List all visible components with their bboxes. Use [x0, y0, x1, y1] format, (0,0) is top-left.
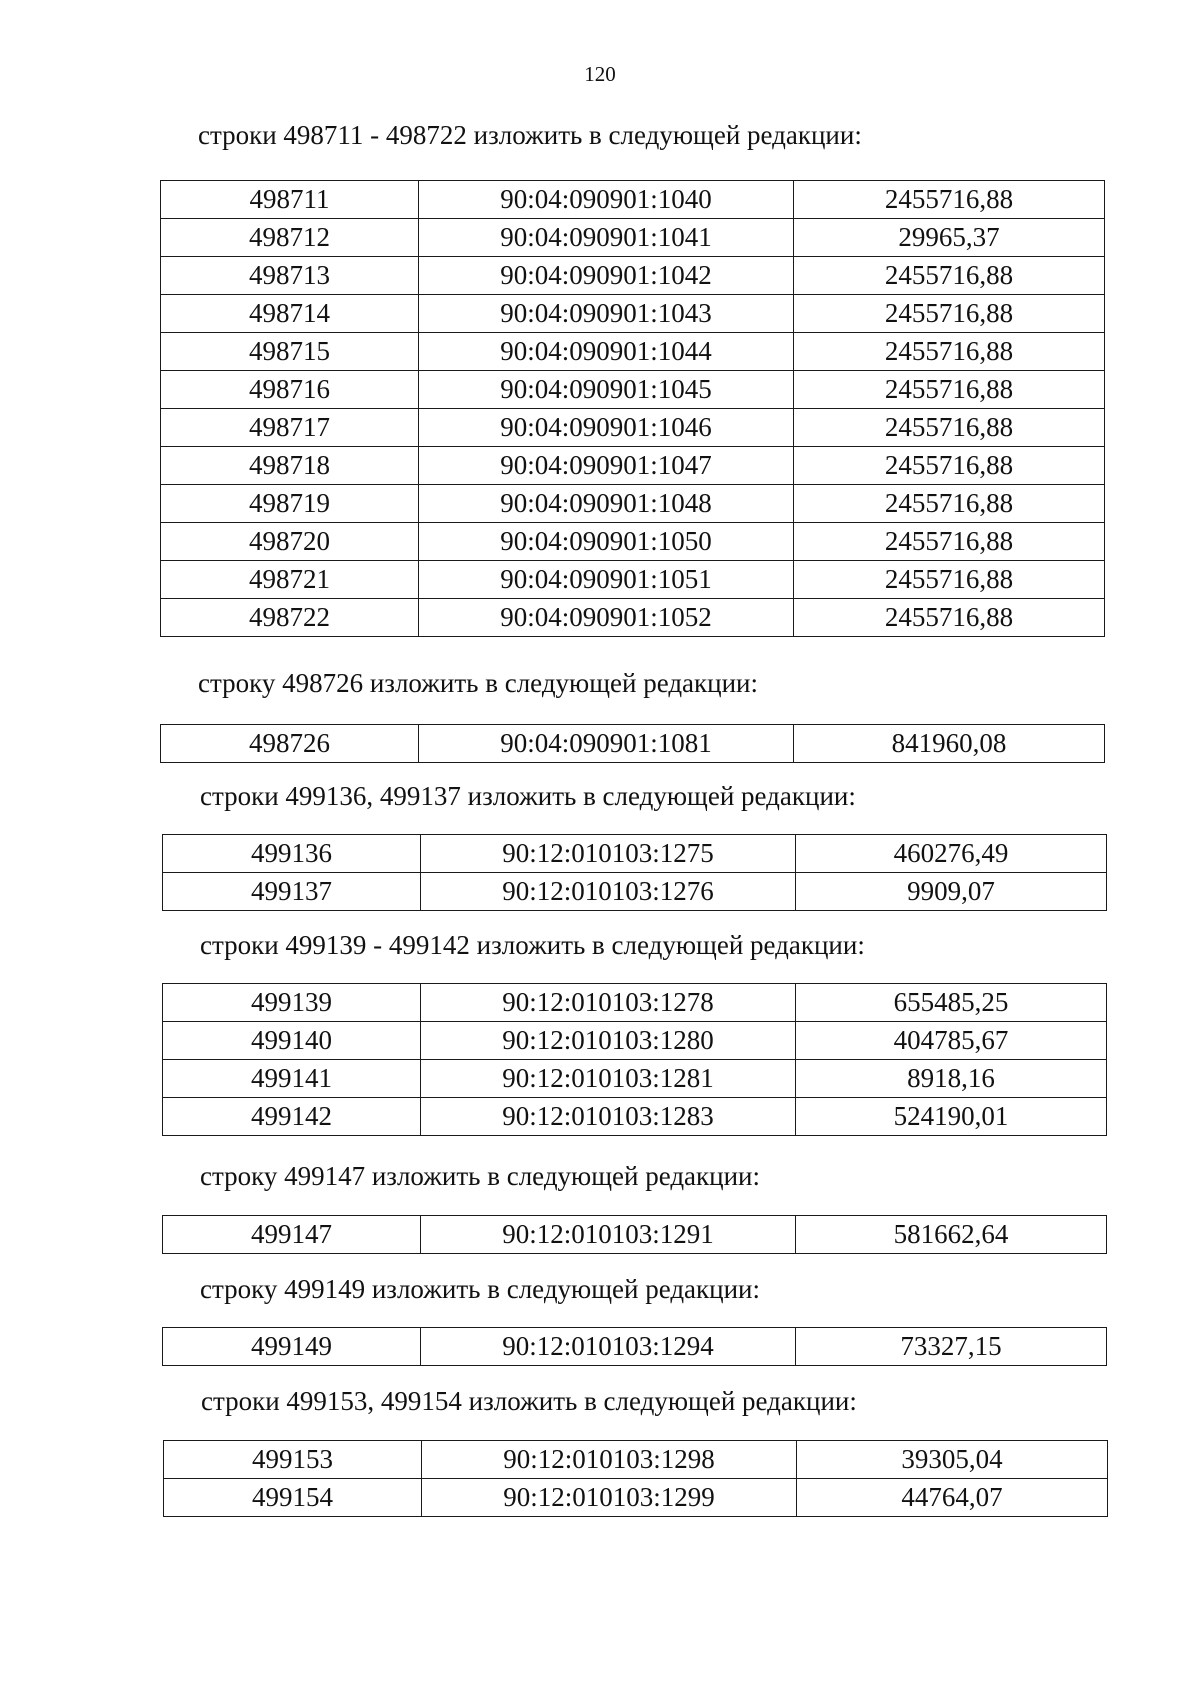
- table-row: [161, 523, 1105, 561]
- amendment-table: [163, 1440, 1108, 1517]
- table-row: [161, 333, 1105, 371]
- cadastral-number-cell: 90:04:090901:1050: [419, 523, 794, 561]
- section-caption: строки 499139 - 499142 изложить в следующей редакции:: [200, 930, 865, 960]
- value-cell: 655485,25: [796, 984, 1107, 1022]
- row-number-cell: 498714: [161, 295, 419, 333]
- table-row: [161, 219, 1105, 257]
- table-row: [163, 1098, 1107, 1136]
- table-row: [161, 561, 1105, 599]
- value-cell: 2455716,88: [794, 371, 1105, 409]
- table-row: [161, 599, 1105, 637]
- table-row: [161, 485, 1105, 523]
- amendment-table: [162, 1215, 1107, 1254]
- row-number-cell: 499140: [163, 1022, 421, 1060]
- table-row: [163, 1060, 1107, 1098]
- amendment-table: [160, 724, 1105, 763]
- value-cell: 73327,15: [796, 1328, 1107, 1366]
- cadastral-number-cell: 90:04:090901:1051: [419, 561, 794, 599]
- value-cell: 841960,08: [794, 725, 1105, 763]
- value-cell: 2455716,88: [794, 257, 1105, 295]
- value-cell: 404785,67: [796, 1022, 1107, 1060]
- cadastral-number-cell: 90:04:090901:1040: [419, 181, 794, 219]
- cadastral-number-cell: 90:04:090901:1048: [419, 485, 794, 523]
- row-number-cell: 498711: [161, 181, 419, 219]
- cadastral-number-cell: 90:12:010103:1275: [421, 835, 796, 873]
- section-caption: строку 499149 изложить в следующей редакции:: [200, 1274, 761, 1304]
- value-cell: 524190,01: [796, 1098, 1107, 1136]
- value-cell: 2455716,88: [794, 523, 1105, 561]
- cadastral-number-cell: 90:12:010103:1276: [421, 873, 796, 911]
- table-row: [163, 873, 1107, 911]
- cadastral-number-cell: 90:12:010103:1283: [421, 1098, 796, 1136]
- table-row: [161, 181, 1105, 219]
- row-number-cell: 499137: [163, 873, 421, 911]
- value-cell: 39305,04: [797, 1441, 1108, 1479]
- value-cell: 29965,37: [794, 219, 1105, 257]
- row-number-cell: 498719: [161, 485, 419, 523]
- value-cell: 581662,64: [796, 1216, 1107, 1254]
- value-cell: 2455716,88: [794, 409, 1105, 447]
- cadastral-number-cell: 90:04:090901:1041: [419, 219, 794, 257]
- table-row: [163, 984, 1107, 1022]
- table-row: [161, 295, 1105, 333]
- value-cell: 2455716,88: [794, 447, 1105, 485]
- value-cell: 460276,49: [796, 835, 1107, 873]
- cadastral-number-cell: 90:12:010103:1294: [421, 1328, 796, 1366]
- amendment-table: [162, 1327, 1107, 1366]
- cadastral-number-cell: 90:04:090901:1046: [419, 409, 794, 447]
- cadastral-number-cell: 90:12:010103:1281: [421, 1060, 796, 1098]
- cadastral-number-cell: 90:04:090901:1042: [419, 257, 794, 295]
- cadastral-number-cell: 90:12:010103:1299: [422, 1479, 797, 1517]
- section-caption: строки 498711 - 498722 изложить в следующей редакции:: [198, 120, 862, 150]
- table-row: [161, 409, 1105, 447]
- table-row: [161, 257, 1105, 295]
- row-number-cell: 498712: [161, 219, 419, 257]
- row-number-cell: 498720: [161, 523, 419, 561]
- table-row: [163, 1328, 1107, 1366]
- value-cell: 2455716,88: [794, 295, 1105, 333]
- table-row: [164, 1441, 1108, 1479]
- cadastral-number-cell: 90:12:010103:1298: [422, 1441, 797, 1479]
- cadastral-number-cell: 90:04:090901:1052: [419, 599, 794, 637]
- row-number-cell: 498718: [161, 447, 419, 485]
- section-caption: строку 499147 изложить в следующей редакции:: [200, 1161, 761, 1191]
- value-cell: 2455716,88: [794, 181, 1105, 219]
- cadastral-number-cell: 90:12:010103:1291: [421, 1216, 796, 1254]
- value-cell: 2455716,88: [794, 599, 1105, 637]
- row-number-cell: 498726: [161, 725, 419, 763]
- row-number-cell: 499149: [163, 1328, 421, 1366]
- cadastral-number-cell: 90:04:090901:1044: [419, 333, 794, 371]
- table-row: [163, 835, 1107, 873]
- value-cell: 2455716,88: [794, 561, 1105, 599]
- table-row: [164, 1479, 1108, 1517]
- table-row: [163, 1022, 1107, 1060]
- table-row: [163, 1216, 1107, 1254]
- page-number: 120: [584, 62, 616, 86]
- section-caption: строки 499136, 499137 изложить в следующей редакции:: [200, 781, 856, 811]
- row-number-cell: 498717: [161, 409, 419, 447]
- row-number-cell: 499139: [163, 984, 421, 1022]
- cadastral-number-cell: 90:04:090901:1047: [419, 447, 794, 485]
- row-number-cell: 498715: [161, 333, 419, 371]
- value-cell: 8918,16: [796, 1060, 1107, 1098]
- row-number-cell: 499141: [163, 1060, 421, 1098]
- cadastral-number-cell: 90:04:090901:1043: [419, 295, 794, 333]
- cadastral-number-cell: 90:12:010103:1280: [421, 1022, 796, 1060]
- value-cell: 2455716,88: [794, 333, 1105, 371]
- row-number-cell: 499147: [163, 1216, 421, 1254]
- row-number-cell: 499153: [164, 1441, 422, 1479]
- row-number-cell: 498713: [161, 257, 419, 295]
- section-caption: строку 498726 изложить в следующей редакции:: [198, 668, 759, 698]
- cadastral-number-cell: 90:12:010103:1278: [421, 984, 796, 1022]
- section-caption: строки 499153, 499154 изложить в следующей редакции:: [201, 1386, 857, 1416]
- row-number-cell: 499154: [164, 1479, 422, 1517]
- cadastral-number-cell: 90:04:090901:1045: [419, 371, 794, 409]
- amendment-table: [162, 983, 1107, 1136]
- value-cell: 9909,07: [796, 873, 1107, 911]
- row-number-cell: 499136: [163, 835, 421, 873]
- table-row: [161, 725, 1105, 763]
- value-cell: 2455716,88: [794, 485, 1105, 523]
- value-cell: 44764,07: [797, 1479, 1108, 1517]
- row-number-cell: 498722: [161, 599, 419, 637]
- row-number-cell: 499142: [163, 1098, 421, 1136]
- row-number-cell: 498716: [161, 371, 419, 409]
- cadastral-number-cell: 90:04:090901:1081: [419, 725, 794, 763]
- amendment-table: [160, 180, 1105, 637]
- row-number-cell: 498721: [161, 561, 419, 599]
- amendment-table: [162, 834, 1107, 911]
- table-row: [161, 371, 1105, 409]
- table-row: [161, 447, 1105, 485]
